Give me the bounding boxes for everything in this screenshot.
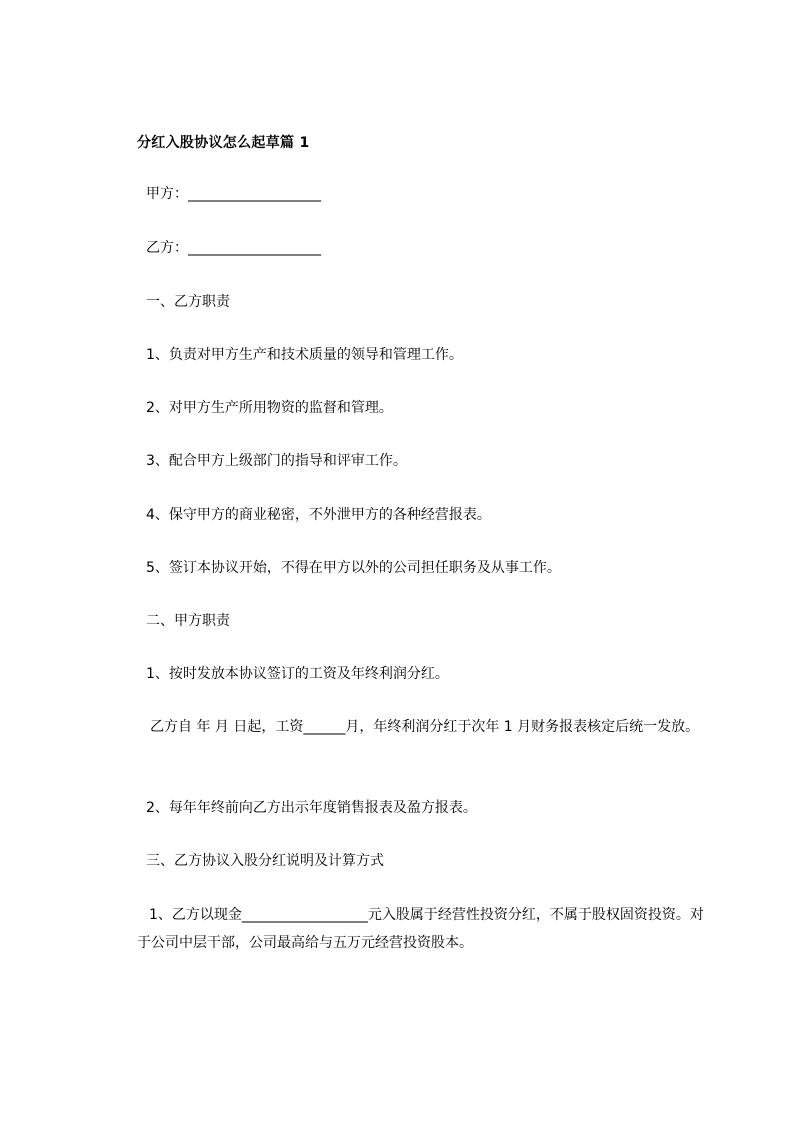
section-1-heading: 一、乙方职责 <box>146 294 230 310</box>
section-1-item-4: 4、保守甲方的商业秘密，不外泄甲方的各种经营报表。 <box>146 507 491 523</box>
section-2-item-2: 2、每年年终前向乙方出示年度销售报表及盈方报表。 <box>146 800 477 816</box>
section-1-item-3: 3、配合甲方上级部门的指导和评审工作。 <box>146 453 407 469</box>
section-1-item-2: 2、对甲方生产所用物资的监督和管理。 <box>146 400 393 416</box>
section-2-heading: 二、甲方职责 <box>146 613 230 629</box>
section-1-item-5: 5、签订本协议开始，不得在甲方以外的公司担任职务及从事工作。 <box>146 560 561 576</box>
section-1-item-1: 1、负责对甲方生产和技术质量的领导和管理工作。 <box>146 347 463 363</box>
section-3-paragraph: 1、乙方以现金__________________元入股属于经营性投资分红，不属于股权固资投资。对于公司中层干部，公司最高给与五万元经营投资股本。 <box>137 907 704 951</box>
section-2-item-1: 1、按时发放本协议签订的工资及年终利润分红。 <box>146 666 449 682</box>
document-title: 分红入股协议怎么起草篇 1 <box>137 135 310 151</box>
party-a-line: 甲方：___________________ <box>146 186 321 202</box>
section-3-heading: 三、乙方协议入股分红说明及计算方式 <box>146 853 384 869</box>
salary-paragraph: 乙方自 年 月 日起，工资______月，年终利润分红于次年 1 月财务报表核定后统一发放。 <box>150 719 700 735</box>
party-b-line: 乙方：___________________ <box>146 240 321 256</box>
